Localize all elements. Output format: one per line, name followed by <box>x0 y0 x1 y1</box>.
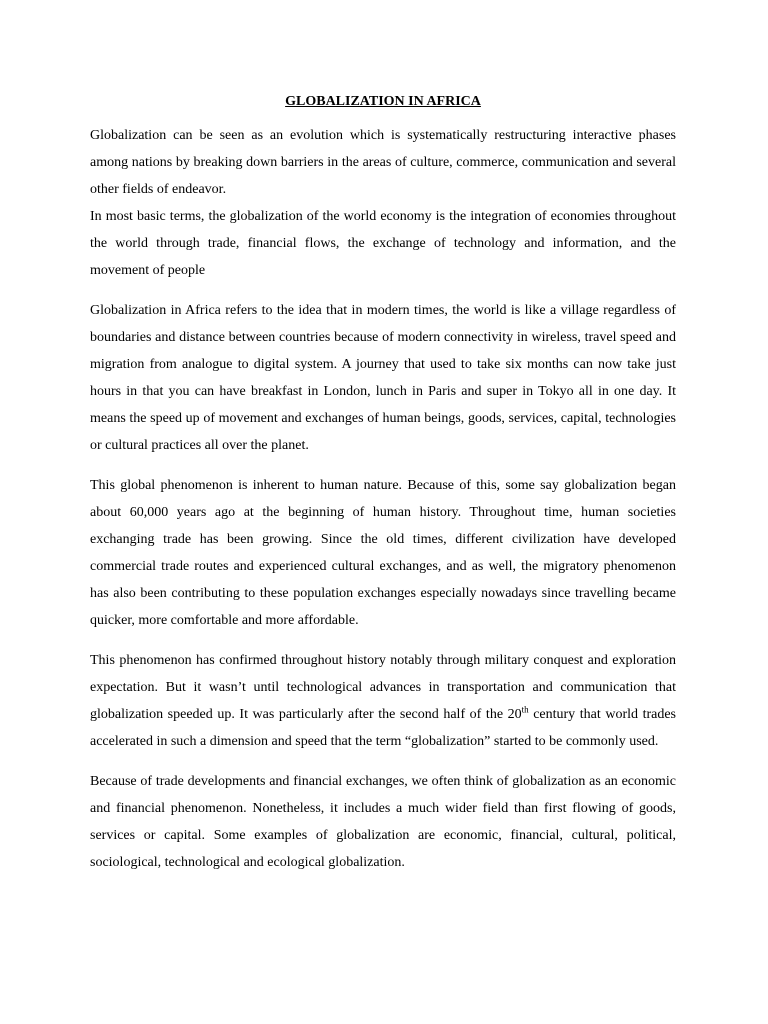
paragraph-5 <box>90 647 676 755</box>
document-title: GLOBALIZATION IN AFRICA <box>285 94 481 109</box>
ordinal-superscript: th <box>521 704 529 715</box>
document-body <box>90 92 676 876</box>
paragraph-6: Because of trade developments and financial exchanges, we often think of globalization as an economic and financial phenomenon. Nonetheless, it includes a much wider field than first flowing of goods, services or capital. Some examples of globalization are economic, financial, cultural, political, sociological, technological and ecological globalization. <box>90 774 676 870</box>
paragraph-4: This global phenomenon is inherent to human nature. Because of this, some say globalization began about 60,000 years ago at the beginning of human history. Throughout time, human societies exchanging trade has been growing. Since the old times, different civilization have developed commercial trade routes and experienced cultural exchanges, and as well, the migratory phenomenon has also been contributing to these population exchanges especially nowadays since travelling became quicker, more comfortable and more affordable. <box>90 478 676 628</box>
paragraph-5-text-after: century that world trades accelerated in such a dimension and speed that the term “globalization” started to be commonly used. <box>90 707 676 749</box>
paragraph-1: Globalization can be seen as an evolution which is systematically restructuring interactive phases among nations by breaking down barriers in the areas of culture, commerce, communication and several other fields of endeavor. <box>90 128 676 197</box>
paragraph-5-text-before: This phenomenon has confirmed throughout history notably through military conquest and exploration expectation. But it wasn’t until technological advances in transportation and communication that globalization speeded up. It was particularly after the second half of the 20 <box>90 653 676 722</box>
paragraph-3: Globalization in Africa refers to the idea that in modern times, the world is like a village regardless of boundaries and distance between countries because of modern connectivity in wireless, travel speed and migration from analogue to digital system. A journey that used to take six months can now take just hours in that you can have breakfast in London, lunch in Paris and super in Tokyo all in one day. It means the speed up of movement and exchanges of human beings, goods, services, capital, technologies or cultural practices all over the planet. <box>90 303 676 453</box>
paragraph-2: In most basic terms, the globalization of the world economy is the integration of economies throughout the world through trade, financial flows, the exchange of technology and information, and the movement of people <box>90 209 676 278</box>
